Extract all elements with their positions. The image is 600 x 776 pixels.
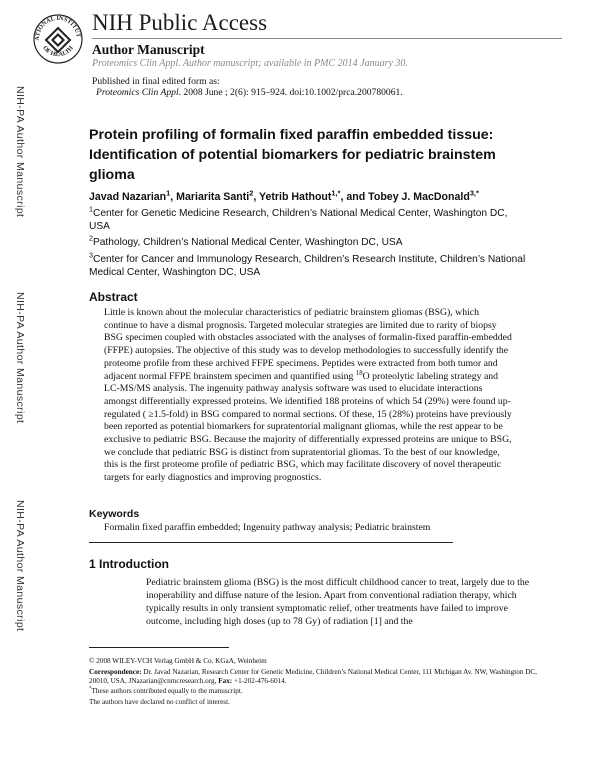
logo-top-text: ATIONAL INSTITUT <box>33 14 82 41</box>
author-affiliation-sup: 1 <box>166 188 171 198</box>
affiliation-sup: 2 <box>89 234 93 243</box>
keywords-text: Formalin fixed paraffin embedded; Ingenuity pathway analysis; Pediatric brainstem <box>104 522 431 533</box>
conflict-of-interest-note: The authors have declared no conflict of interest. <box>89 698 230 706</box>
nih-seal-icon <box>32 8 84 70</box>
nih-logo <box>32 8 84 70</box>
author-name: Yetrib Hathout <box>259 191 332 203</box>
keywords-divider <box>89 542 453 543</box>
pmc-availability-line: Proteomics Clin Appl. Author manuscript; available in PMC 2014 January 30. <box>92 58 408 69</box>
affiliation-sup: 3 <box>89 251 93 260</box>
abstract-text-part2: O proteolytic labeling strategy and LC-MS/MS analysis. The ingenuity pathway analysis software was used to elucidate interactions amongst differentially expressed proteins. We identified 188 proteins of which 54 (29%) were found up-regulated ( ≥1.5-fold) in BSG compared to normal sections. Of these, 15 (28%) proteins have previously been reported as potential biomarkers for supratentorial malignant gliomas, while the rest appear to be exclusive to pediatric BSG. Because the majority of differentially expressed proteins are unique to BSG, we conclude that pediatric BSG is distinct from supratentorial gliomas. To the best of our knowledge, this is the first proteome profile of pediatric BSG, which may facilitate discovery of novel therapeutic targets for early diagnostics and improving prognostics. <box>104 370 512 484</box>
author-list: Javad Nazarian$^1$, Mariarita Santi$^2$, Yetrib Hathout$^{1,*}$, and Tobey J. MacDonald$^{3,*}$ <box>89 188 479 203</box>
affiliation <box>89 234 529 250</box>
affiliation <box>89 251 529 279</box>
correspondence-text: Dr. Javad Nazarian, Research Center for Genetic Medicine, Children’s National Medical Center, 111 Michigan Av. NW, Washington DC, 20010, USA, JNazarian@cnmcresearch.org, <box>89 668 537 685</box>
equal-contribution-sup: * <box>89 686 92 692</box>
fax-value: +1-202-476-6014. <box>232 677 287 685</box>
affiliation-text: Center for Genetic Medicine Research, Children’s National Medical Center, Washington DC, USA <box>89 208 508 232</box>
logo-bottom-text: OF HEALTH <box>41 44 75 59</box>
author-manuscript-label: Author Manuscript <box>92 42 205 57</box>
keywords-heading: Keywords <box>89 508 140 520</box>
side-watermark: NIH-PA Author Manuscript <box>14 292 26 424</box>
correspondence-note <box>89 668 545 686</box>
author-affiliation-sup: 2 <box>249 188 254 198</box>
footnote-divider <box>89 647 229 648</box>
affiliation <box>89 205 529 233</box>
abstract-heading: Abstract <box>89 290 138 304</box>
side-watermark: NIH-PA Author Manuscript <box>14 500 26 632</box>
nih-public-access-title: NIH Public Access <box>92 10 268 35</box>
article-title: Protein profiling of formalin fixed paraffin embedded tissue: Identification of potential biomarkers for pediatric brainstem glioma <box>89 127 496 183</box>
published-label: Published in final edited form as: <box>92 76 220 87</box>
copyright-note: © 2008 WILEY-VCH Verlag GmbH & Co. KGaA, Weinheim <box>89 657 267 665</box>
citation <box>96 87 403 98</box>
side-watermark: NIH-PA Author Manuscript <box>14 86 26 218</box>
author-affiliation-sup: 3,* <box>469 188 479 198</box>
fax-label: Fax: <box>218 677 233 685</box>
introduction-heading: 1 Introduction <box>89 557 169 571</box>
header-divider <box>92 38 562 39</box>
citation-details: . 2008 June ; 2(6): 915–924. doi:10.1002/prca.200780061. <box>178 87 403 98</box>
abstract-text-part1: Little is known about the molecular characteristics of pediatric brainstem gliomas (BSG), which continue to have a dismal prognosis. Targeted molecular strategies are limited due to rarity of biopsy BSG specimen coupled with obstacles associated with the analyses of formalin-fixed paraffin-embedded (FFPE) autopsies. The objective of this study was to develop methodologies to successfully identify the proteome profile from these archived FFPE specimens. Peptides were extracted from both tumor and adjacent normal FFPE brainstem specimen and quantified using <box>104 307 512 382</box>
author-conjunction: and <box>346 191 366 203</box>
citation-journal: Proteomics Clin Appl <box>96 87 179 98</box>
author-name: Javad Nazarian <box>89 191 167 203</box>
author-affiliation-sup: 1,* <box>331 188 341 198</box>
equal-contribution-text: These authors contributed equally to the manuscript. <box>91 687 243 695</box>
equal-contribution-note <box>89 687 243 696</box>
isotope-superscript: 18 <box>355 369 363 377</box>
affiliation-sup: 1 <box>89 205 93 214</box>
affiliation-text: Pathology, Children’s National Medical Center, Washington DC, USA <box>92 237 403 248</box>
affiliation-text: Center for Cancer and Immunology Research, Children’s Research Institute, Children’s National Medical Center, Washington DC, USA <box>89 254 526 278</box>
correspondence-label: Correspondence: <box>89 668 142 676</box>
abstract-body <box>104 307 514 485</box>
author-name: Mariarita Santi <box>176 191 250 203</box>
introduction-text: Pediatric brainstem glioma (BSG) is the most difficult childhood cancer to treat, largely due to the inoperability and diffuse nature of the lesion. Apart from conventional radiation therapy, which typically results in only transient symptomatic relief, other treatments have failed to improve outcome, including high doses (up to 78 Gy) of radiation [1] and the <box>146 577 530 627</box>
author-name: Tobey J. MacDonald <box>368 191 470 203</box>
